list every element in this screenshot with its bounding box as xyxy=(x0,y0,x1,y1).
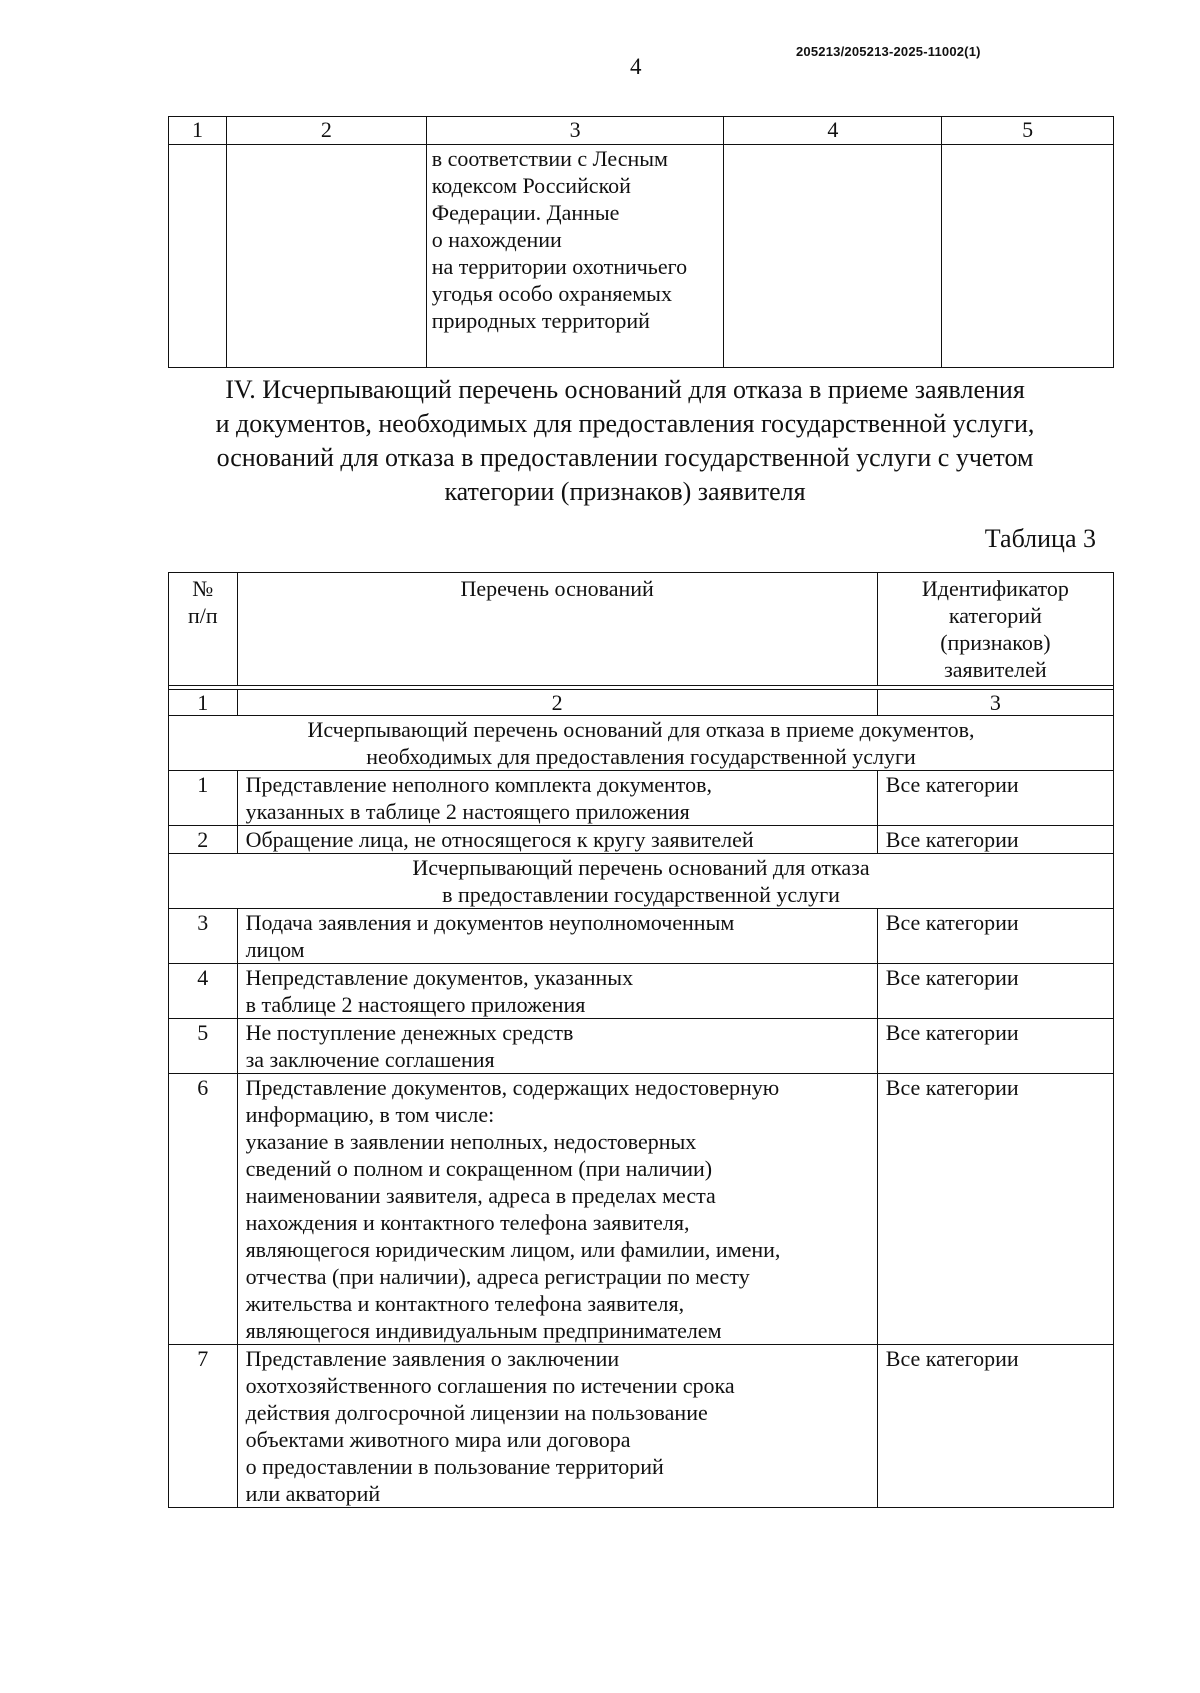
row-category: Все категории xyxy=(877,909,1113,964)
text-line: Федерации. Данные xyxy=(431,200,620,225)
table-row xyxy=(169,771,1114,826)
column-numbers-row xyxy=(169,690,1114,716)
text-line: в соответствии с Лесным xyxy=(431,146,668,171)
column-number-2: 2 xyxy=(237,690,877,716)
row-number: 4 xyxy=(169,964,238,1019)
reason-line: Не поступление денежных средств xyxy=(245,1020,574,1045)
group-heading-line: в предоставлении государственной услуги xyxy=(442,882,840,907)
reason-line: информацию, в том числе: xyxy=(245,1102,495,1127)
group-row-1 xyxy=(169,716,1114,771)
row-reason xyxy=(237,1019,877,1074)
reason-line: являющегося индивидуальным предпринимателем xyxy=(245,1318,722,1343)
section-title-line: категории (признаков) заявителя xyxy=(444,477,806,506)
row-reason xyxy=(237,1345,877,1508)
table-row xyxy=(169,826,1114,854)
column-number-3: 3 xyxy=(877,690,1113,716)
column-number-1: 1 xyxy=(169,690,238,716)
row-category: Все категории xyxy=(877,826,1113,854)
reason-line: наименовании заявителя, адреса в пределах места xyxy=(245,1183,716,1208)
section-title-line: оснований для отказа в предоставлении государственной услуги с учетом xyxy=(216,443,1034,472)
row-category: Все категории xyxy=(877,1345,1113,1508)
row-category: Все категории xyxy=(877,964,1113,1019)
cell-1 xyxy=(169,145,227,368)
reason-line: о предоставлении в пользование территорий xyxy=(245,1454,664,1479)
row-reason xyxy=(237,771,877,826)
col-header-3: 3 xyxy=(426,117,724,145)
reason-line: указание в заявлении неполных, недостоверных xyxy=(245,1129,697,1154)
table-row xyxy=(169,1019,1114,1074)
group-heading-line: Исчерпывающий перечень оснований для отказа в приеме документов, xyxy=(307,717,975,742)
table-row xyxy=(169,1074,1114,1345)
reason-line: указанных в таблице 2 настоящего приложения xyxy=(245,799,690,824)
cell-2 xyxy=(226,145,426,368)
text-line: кодексом Российской xyxy=(431,173,631,198)
reason-line: за заключение соглашения xyxy=(245,1047,495,1072)
group-row-2 xyxy=(169,854,1114,909)
col-header-5: 5 xyxy=(942,117,1114,145)
header-number-line: № xyxy=(192,576,214,601)
document-code: 205213/205213-2025-11002(1) xyxy=(796,44,981,59)
reason-line: объектами животного мира или договора xyxy=(245,1427,631,1452)
row-reason xyxy=(237,964,877,1019)
reason-line: Представление документов, содержащих недостоверную xyxy=(245,1075,780,1100)
header-number xyxy=(169,573,238,686)
col-header-4: 4 xyxy=(724,117,942,145)
row-number: 2 xyxy=(169,826,238,854)
section-title xyxy=(150,373,1100,509)
row-number: 3 xyxy=(169,909,238,964)
table-row xyxy=(169,909,1114,964)
group-heading-line: Исчерпывающий перечень оснований для отказа xyxy=(412,855,870,880)
header-category xyxy=(877,573,1113,686)
header-category-line: (признаков) xyxy=(940,630,1051,655)
reason-line: Представление заявления о заключении xyxy=(245,1346,620,1371)
continued-table-row xyxy=(169,145,1114,368)
reason-line: действия долгосрочной лицензии на пользование xyxy=(245,1400,708,1425)
header-category-line: заявителей xyxy=(944,657,1047,682)
reason-line: охотхозяйственного соглашения по истечении срока xyxy=(245,1373,735,1398)
continued-table-header xyxy=(169,117,1114,145)
reason-line: Подача заявления и документов неуполномоченным xyxy=(245,910,735,935)
table-3 xyxy=(168,572,1114,1508)
header-number-line: п/п xyxy=(187,603,218,628)
col-header-1: 1 xyxy=(169,117,227,145)
reason-line: Непредставление документов, указанных xyxy=(245,965,634,990)
col-header-2: 2 xyxy=(226,117,426,145)
continued-table xyxy=(168,116,1114,368)
text-line: о нахождении xyxy=(431,227,562,252)
table-row xyxy=(169,964,1114,1019)
reason-line: отчества (при наличии), адреса регистрации по месту xyxy=(245,1264,750,1289)
cell-5 xyxy=(942,145,1114,368)
reason-line: или акваторий xyxy=(245,1481,381,1506)
row-number: 6 xyxy=(169,1074,238,1345)
text-line: на территории охотничьего xyxy=(431,254,688,279)
header-category-line: Идентификатор xyxy=(921,576,1069,601)
text-line: угодья особо охраняемых xyxy=(431,281,672,306)
group-heading-line: необходимых для предоставления государственной услуги xyxy=(366,744,916,769)
header-category-line: категорий xyxy=(948,603,1042,628)
row-reason xyxy=(237,826,877,854)
row-reason xyxy=(237,1074,877,1345)
reason-line: жительства и контактного телефона заявителя, xyxy=(245,1291,685,1316)
group-heading-2 xyxy=(169,854,1114,909)
reason-line: нахождения и контактного телефона заявителя, xyxy=(245,1210,690,1235)
page-number: 4 xyxy=(630,54,642,79)
row-number: 7 xyxy=(169,1345,238,1508)
reason-line: сведений о полном и сокращенном (при наличии) xyxy=(245,1156,713,1181)
row-reason xyxy=(237,909,877,964)
row-category: Все категории xyxy=(877,1074,1113,1345)
group-heading-1 xyxy=(169,716,1114,771)
reason-line: Обращение лица, не относящегося к кругу заявителей xyxy=(245,827,754,852)
header-reasons: Перечень оснований xyxy=(237,573,877,686)
table-caption: Таблица 3 xyxy=(984,524,1096,553)
row-number: 5 xyxy=(169,1019,238,1074)
reason-line: являющегося юридическим лицом, или фамилии, имени, xyxy=(245,1237,781,1262)
reason-line: в таблице 2 настоящего приложения xyxy=(245,992,586,1017)
table-header-row xyxy=(169,573,1114,686)
row-category: Все категории xyxy=(877,771,1113,826)
section-title-line: IV. Исчерпывающий перечень оснований для отказа в приеме заявления xyxy=(225,375,1025,404)
table-row xyxy=(169,1345,1114,1508)
reason-line: лицом xyxy=(245,937,305,962)
reason-line: Представление неполного комплекта документов, xyxy=(245,772,713,797)
text-line: природных территорий xyxy=(431,308,650,333)
row-number: 1 xyxy=(169,771,238,826)
cell-3 xyxy=(426,145,724,368)
row-category: Все категории xyxy=(877,1019,1113,1074)
cell-4 xyxy=(724,145,942,368)
section-title-line: и документов, необходимых для предоставления государственной услуги, xyxy=(215,409,1035,438)
